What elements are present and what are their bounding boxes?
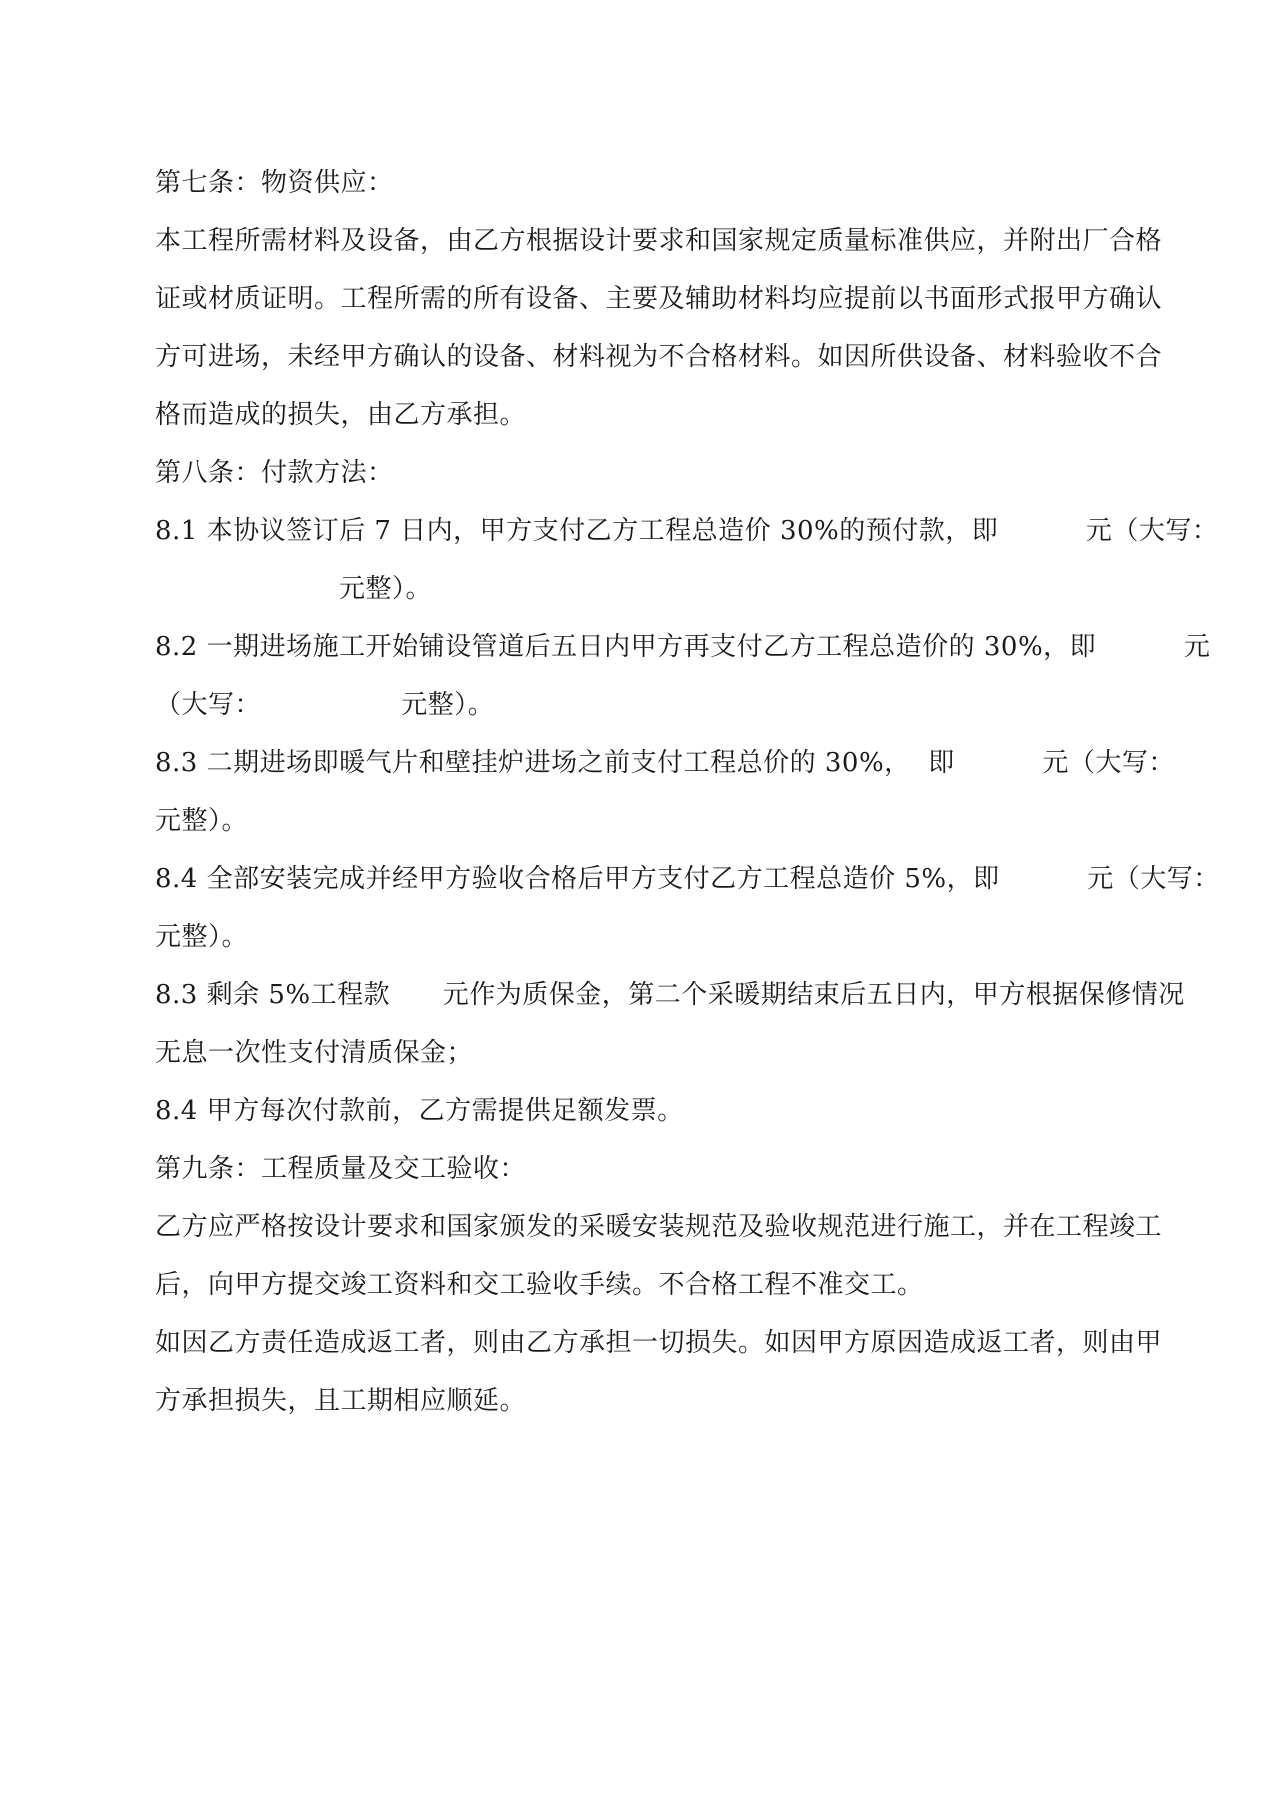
clause-retention-line-1: 8.3 剩余 5%工程款 元作为质保金，第二个采暖期结束后五日内，甲方根据保修情况: [155, 980, 1185, 1010]
article-7-heading: 第七条：物资供应：: [155, 168, 394, 198]
clause-8-3-line-1: 8.3 二期进场即暖气片和壁挂炉进场之前支付工程总价的 30%， 即 元（大写：: [155, 748, 1175, 778]
article-9-para-2-line-1: 如因乙方责任造成返工者，则由乙方承担一切损失。如因甲方原因造成返工者，则由甲: [155, 1328, 1163, 1358]
article-8-heading: 第八条：付款方法：: [155, 458, 394, 488]
clause-8-4-line-2: 元整）。: [155, 922, 249, 952]
clause-8-2-line-2: （大写： 元整）。: [155, 690, 495, 720]
clause-8-2-line-1: 8.2 一期进场施工开始铺设管道后五日内甲方再支付乙方工程总造价的 30%，即 元: [155, 632, 1211, 662]
article-7-line-3: 方可进场，未经甲方确认的设备、材料视为不合格材料。如因所供设备、材料验收不合: [155, 342, 1163, 372]
clause-8-4-line-1: 8.4 全部安装完成并经甲方验收合格后甲方支付乙方工程总造价 5%，即 元（大写：: [155, 864, 1220, 894]
article-9-heading: 第九条：工程质量及交工验收：: [155, 1154, 527, 1184]
clause-8-1-line-2: 元整）。: [155, 574, 433, 604]
clause-retention-line-2: 无息一次性支付清质保金；: [155, 1038, 474, 1068]
article-9-para-2-line-2: 方承担损失，且工期相应顺延。: [155, 1386, 527, 1416]
article-7-line-1: 本工程所需材料及设备，由乙方根据设计要求和国家规定质量标准供应，并附出厂合格: [155, 226, 1163, 256]
article-7-line-4: 格而造成的损失，由乙方承担。: [155, 400, 527, 430]
article-7-line-2: 证或材质证明。工程所需的所有设备、主要及辅助材料均应提前以书面形式报甲方确认: [155, 284, 1163, 314]
article-9-para-1-line-1: 乙方应严格按设计要求和国家颁发的采暖安装规范及验收规范进行施工，并在工程竣工: [155, 1212, 1163, 1242]
clause-8-3-line-2: 元整）。: [155, 806, 249, 836]
clause-8-1-line-1: 8.1 本协议签订后 7 日内，甲方支付乙方工程总造价 30%的预付款，即 元（大写：: [155, 516, 1219, 546]
clause-invoice-line: 8.4 甲方每次付款前，乙方需提供足额发票。: [155, 1096, 684, 1126]
article-9-para-1-line-2: 后，向甲方提交竣工资料和交工验收手续。不合格工程不准交工。: [155, 1270, 924, 1300]
